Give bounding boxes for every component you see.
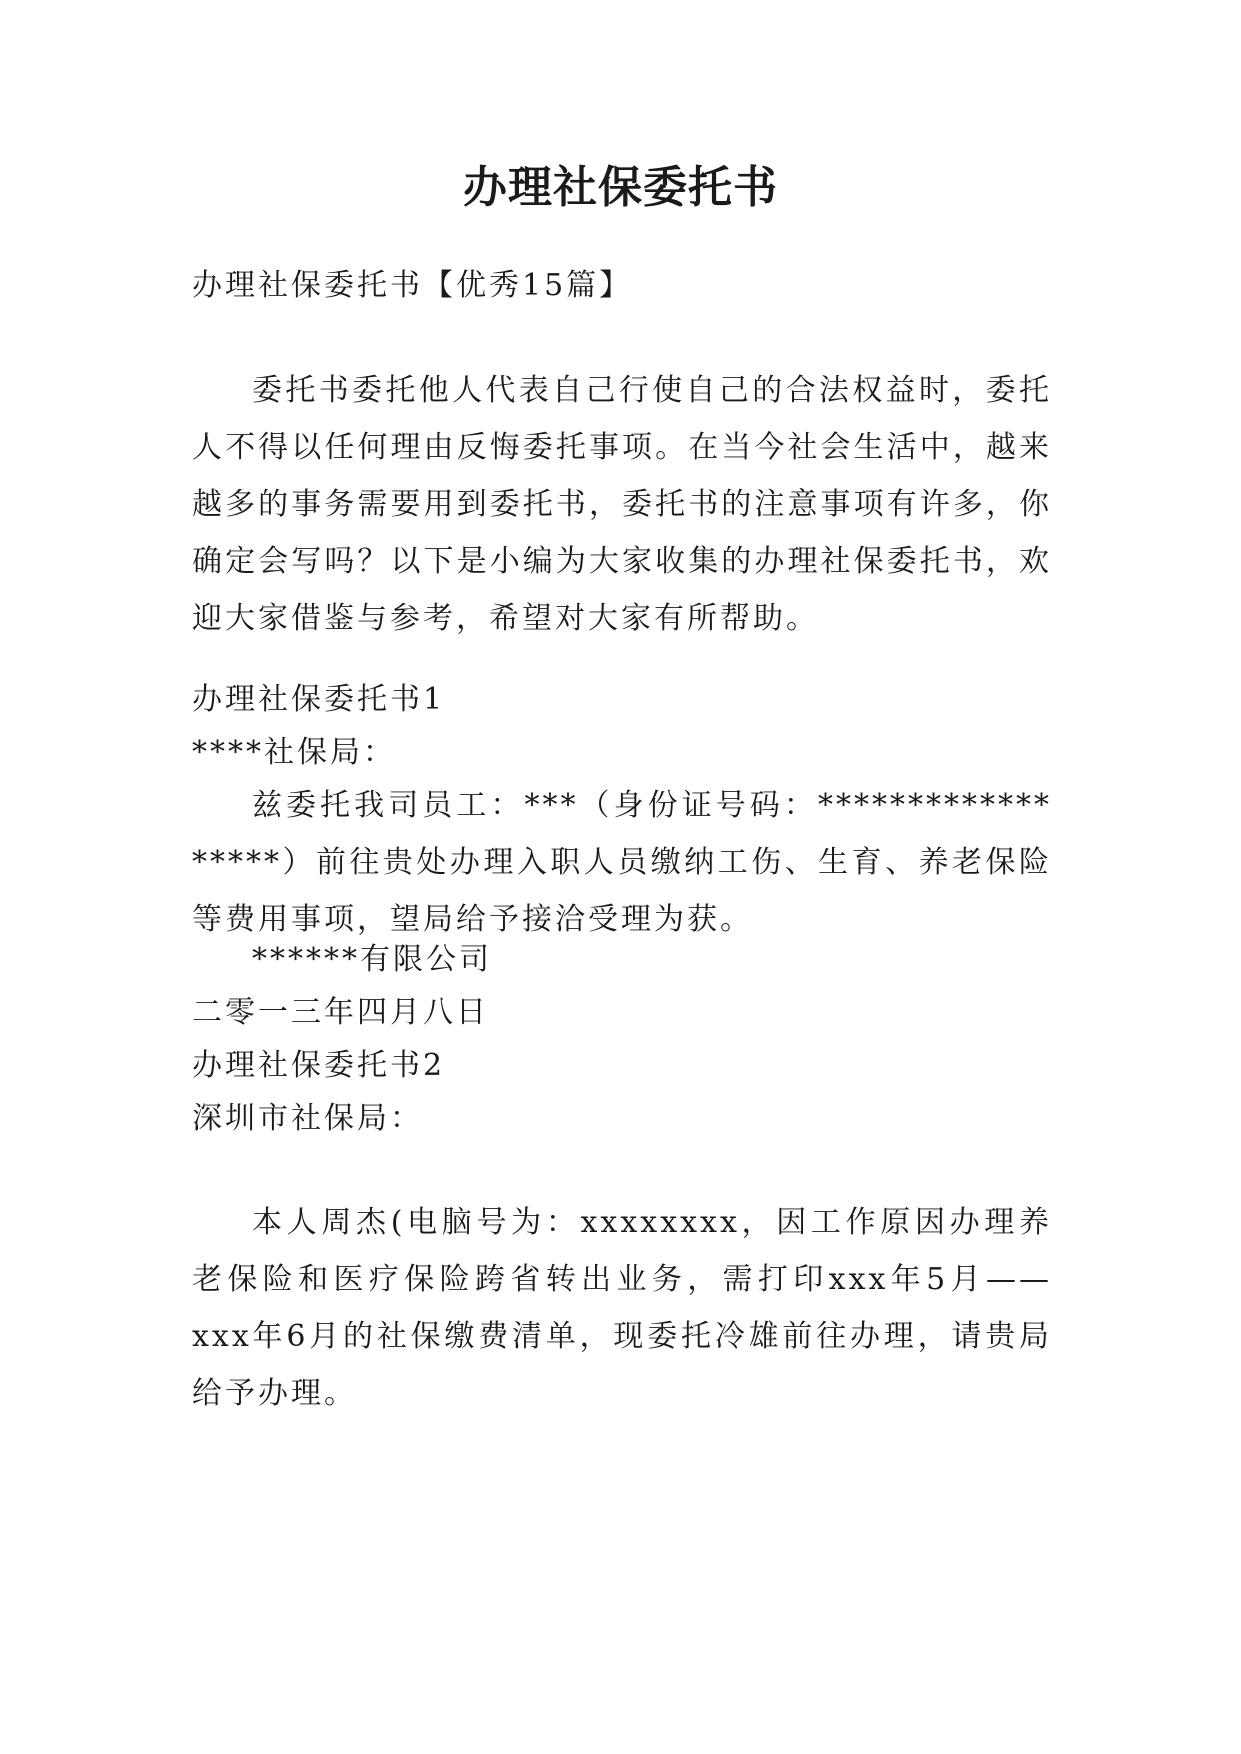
section2-addressee: 深圳市社保局：	[192, 1101, 423, 1136]
document-title: 办理社保委托书	[463, 162, 778, 213]
document-subtitle: 办理社保委托书【优秀15篇】	[192, 268, 633, 303]
intro-paragraph: 委托书委托他人代表自己行使自己的合法权益时，委托人不得以任何理由反悔委托事项。在当今社会生活中，越来越多的事务需要用到委托书，委托书的注意事项有许多，你确定会写吗？以下是小编为大家收集的办理社保委托书，欢迎大家借鉴与参考，希望对大家有所帮助。	[192, 373, 1052, 636]
section2-body: 本人周杰(电脑号为：xxxxxxxx，因工作原因办理养老保险和医疗保险跨省转出业务，需打印xxx年5月——xxx年6月的社保缴费清单，现委托冷雄前往办理，请贵局给予办理。	[192, 1205, 1052, 1411]
section1-addressee: ****社保局：	[192, 735, 396, 770]
section1-body: 兹委托我司员工：***（身份证号码：******************）前往贵处办理入职人员缴纳工伤、生育、养老保险等费用事项，望局给予接洽受理为获。	[192, 788, 1052, 937]
section1-signer: ******有限公司	[252, 942, 492, 977]
section1-heading: 办理社保委托书1	[192, 682, 446, 717]
section1-date: 二零一三年四月八日	[192, 995, 489, 1030]
section2-heading: 办理社保委托书2	[192, 1048, 446, 1083]
